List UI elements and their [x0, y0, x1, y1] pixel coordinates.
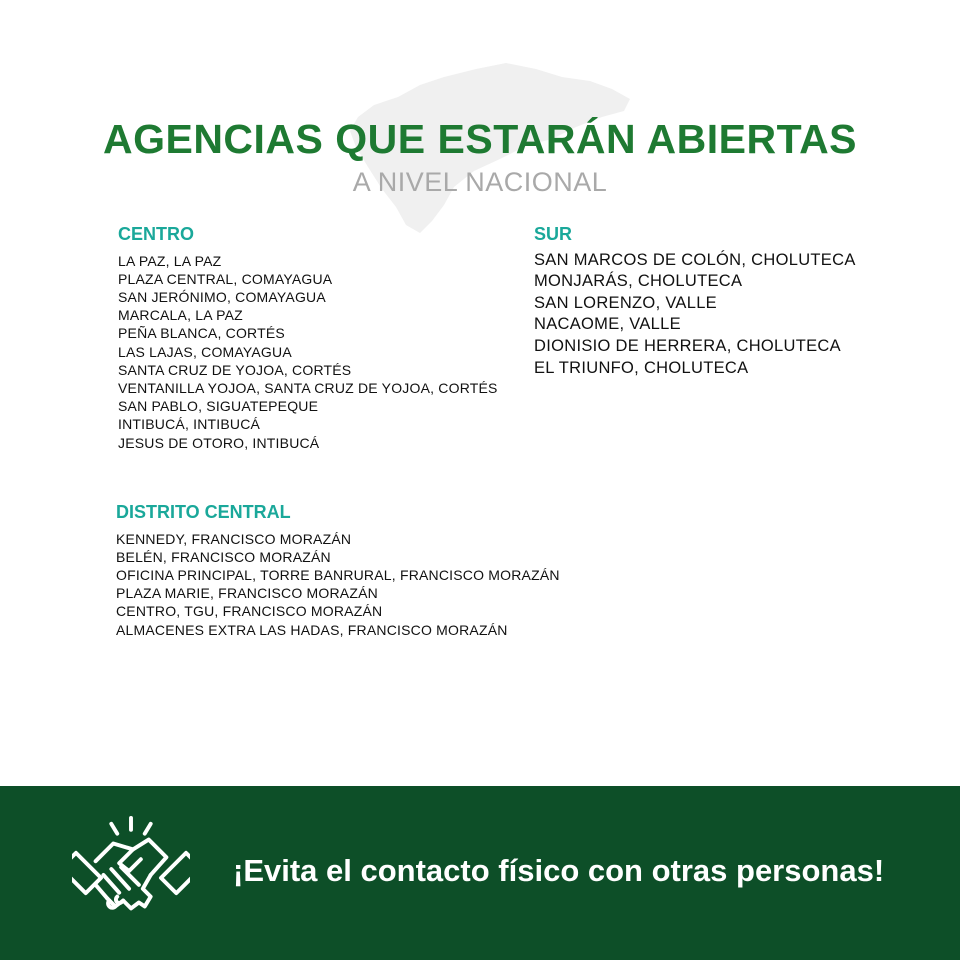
list-item: SAN JERÓNIMO, COMAYAGUA [118, 289, 326, 305]
section-centro [118, 224, 498, 452]
list-item: DIONISIO DE HERRERA, CHOLUTECA [534, 336, 841, 355]
list-item: JESUS DE OTORO, INTIBUCÁ [118, 434, 320, 451]
list-item: PEÑA BLANCA, CORTÉS [118, 325, 285, 342]
list-item: MARCALA, LA PAZ [118, 307, 243, 324]
list-item: KENNEDY, FRANCISCO MORAZÁN [116, 530, 352, 547]
list-item: EL TRIUNFO, CHOLUTECA [534, 358, 749, 377]
section-distrito-central [116, 502, 560, 639]
list-item: NACAOME, VALLE [534, 315, 681, 334]
agency-list-distrito-central [116, 530, 560, 639]
section-heading-sur: SUR [534, 224, 573, 244]
list-item: MONJARÁS, CHOLUTECA [534, 272, 743, 291]
list-item: PLAZA MARIE, FRANCISCO MORAZÁN [116, 585, 378, 602]
list-item: SAN MARCOS DE COLÓN, CHOLUTECA [534, 250, 856, 269]
list-item: ALMACENES EXTRA LAS HADAS, FRANCISCO MORAZÁN [116, 621, 508, 638]
list-item: SAN LORENZO, VALLE [534, 293, 717, 312]
agency-list-centro [118, 252, 498, 452]
list-item: CENTRO, TGU, FRANCISCO MORAZÁN [116, 603, 383, 620]
footer-banner [0, 786, 960, 960]
list-item: PLAZA CENTRAL, COMAYAGUA [118, 270, 333, 287]
agency-list-sur [534, 250, 856, 380]
list-item: BELÉN, FRANCISCO MORAZÁN [116, 548, 331, 565]
list-item: LA PAZ, LA PAZ [118, 252, 222, 269]
list-item: OFICINA PRINCIPAL, TORRE BANRURAL, FRANCISCO MORAZÁN [116, 567, 560, 583]
list-item: INTIBUCÁ, INTIBUCÁ [118, 416, 261, 433]
footer-message: ¡Evita el contacto físico con otras personas! [233, 853, 885, 888]
section-heading-distrito-central: DISTRITO CENTRAL [116, 502, 291, 522]
handshake-icon [72, 814, 190, 932]
list-item: LAS LAJAS, COMAYAGUA [118, 343, 292, 360]
list-item: VENTANILLA YOJOA, SANTA CRUZ DE YOJOA, CORTÉS [118, 380, 498, 397]
list-item: SANTA CRUZ DE YOJOA, CORTÉS [118, 361, 352, 378]
page-subtitle: A NIVEL NACIONAL [352, 167, 608, 197]
section-heading-centro: CENTRO [118, 224, 194, 244]
section-sur [534, 224, 856, 379]
list-item: SAN PABLO, SIGUATEPEQUE [118, 398, 319, 415]
page-title: AGENCIAS QUE ESTARÁN ABIERTAS [102, 116, 858, 162]
